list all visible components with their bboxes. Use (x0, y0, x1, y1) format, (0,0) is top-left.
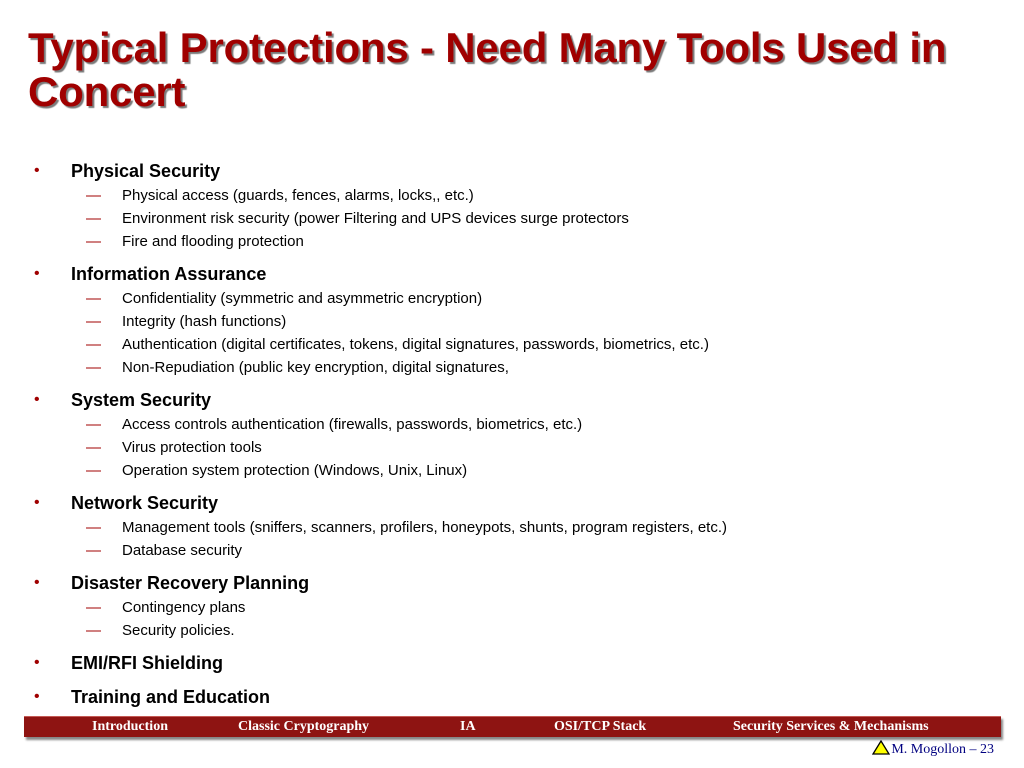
section-heading-row (30, 490, 990, 516)
list-item (30, 436, 990, 459)
bullet-content (30, 158, 990, 710)
section (30, 684, 990, 710)
nav-ia[interactable]: IA (460, 719, 476, 734)
footer-author (872, 740, 994, 756)
list-item-text: Environment risk security (power Filtering and UPS devices surge protectors (122, 210, 629, 227)
dash-icon: — (86, 542, 101, 559)
section (30, 261, 990, 379)
bullet-icon: • (34, 574, 40, 591)
list-item-text: Management tools (sniffers, scanners, profilers, honeypots, shunts, program registers, etc.) (122, 519, 727, 536)
section-heading-row (30, 158, 990, 184)
section (30, 490, 990, 562)
list-item (30, 619, 990, 642)
dash-icon: — (86, 290, 101, 307)
list-item (30, 333, 990, 356)
section-heading: EMI/RFI Shielding (71, 653, 223, 673)
list-item (30, 539, 990, 562)
sub-list (30, 287, 990, 379)
dash-icon: — (86, 519, 101, 536)
bullet-icon: • (34, 688, 40, 705)
dash-icon: — (86, 336, 101, 353)
nav-osi-tcp-stack[interactable]: OSI/TCP Stack (554, 719, 647, 734)
dash-icon: — (86, 210, 101, 227)
section (30, 650, 990, 676)
nav-security-services-mechanisms[interactable]: Security Services & Mechanisms (733, 719, 929, 734)
home-triangle-icon[interactable] (872, 740, 890, 755)
footer-nav-bar (24, 716, 1001, 737)
list-item (30, 596, 990, 619)
sub-list (30, 413, 990, 482)
list-item-text: Virus protection tools (122, 439, 262, 456)
section-heading: Information Assurance (71, 264, 267, 284)
bullet-icon: • (34, 494, 40, 511)
bullet-icon: • (34, 265, 40, 282)
list-item (30, 459, 990, 482)
section-heading-row (30, 570, 990, 596)
list-item-text: Database security (122, 542, 243, 559)
list-item-text: Operation system protection (Windows, Unix, Linux) (122, 462, 468, 479)
list-item-text: Physical access (guards, fences, alarms, locks,, etc.) (122, 187, 474, 204)
dash-icon: — (86, 313, 101, 330)
sub-list (30, 596, 990, 642)
dash-icon: — (86, 233, 101, 250)
list-item (30, 184, 990, 207)
section (30, 387, 990, 482)
list-item (30, 287, 990, 310)
dash-icon: — (86, 416, 101, 433)
dash-icon: — (86, 359, 101, 376)
list-item (30, 356, 990, 379)
list-item-text: Fire and flooding protection (122, 233, 304, 250)
list-item-text: Contingency plans (122, 599, 246, 616)
nav-classic-cryptography[interactable]: Classic Cryptography (238, 719, 370, 734)
author-page-number: M. Mogollon – 23 (891, 742, 994, 757)
section-heading: Disaster Recovery Planning (71, 573, 310, 593)
dash-icon: — (86, 599, 101, 616)
section-heading: Network Security (71, 493, 219, 513)
section-heading-row (30, 261, 990, 287)
list-item-text: Integrity (hash functions) (122, 313, 287, 330)
list-item-text: Authentication (digital certificates, tokens, digital signatures, passwords, biometrics, etc.) (122, 336, 709, 353)
list-item-text: Non-Repudiation (public key encryption, digital signatures, (122, 359, 509, 376)
list-item-text: Security policies. (122, 622, 235, 639)
list-item (30, 310, 990, 333)
section-heading-row (30, 650, 990, 676)
dash-icon: — (86, 462, 101, 479)
list-item (30, 413, 990, 436)
list-item (30, 207, 990, 230)
bullet-icon: • (34, 654, 40, 671)
sub-list (30, 516, 990, 562)
sub-list (30, 184, 990, 253)
list-item-text: Confidentiality (symmetric and asymmetric encryption) (122, 290, 483, 307)
section-heading-row (30, 684, 990, 710)
bullet-icon: • (34, 162, 40, 179)
section-heading: System Security (71, 390, 212, 410)
dash-icon: — (86, 439, 101, 456)
section-heading: Physical Security (71, 161, 221, 181)
list-item-text: Access controls authentication (firewalls, passwords, biometrics, etc.) (122, 416, 583, 433)
nav-introduction[interactable]: Introduction (92, 719, 168, 734)
slide-title: Typical Protections - Need Many Tools Used in Concert (28, 24, 947, 115)
section-heading-row (30, 387, 990, 413)
list-item (30, 516, 990, 539)
section (30, 158, 990, 253)
list-item (30, 230, 990, 253)
bullet-icon: • (34, 391, 40, 408)
section-heading: Training and Education (71, 687, 271, 707)
section (30, 570, 990, 642)
dash-icon: — (86, 622, 101, 639)
dash-icon: — (86, 187, 101, 204)
